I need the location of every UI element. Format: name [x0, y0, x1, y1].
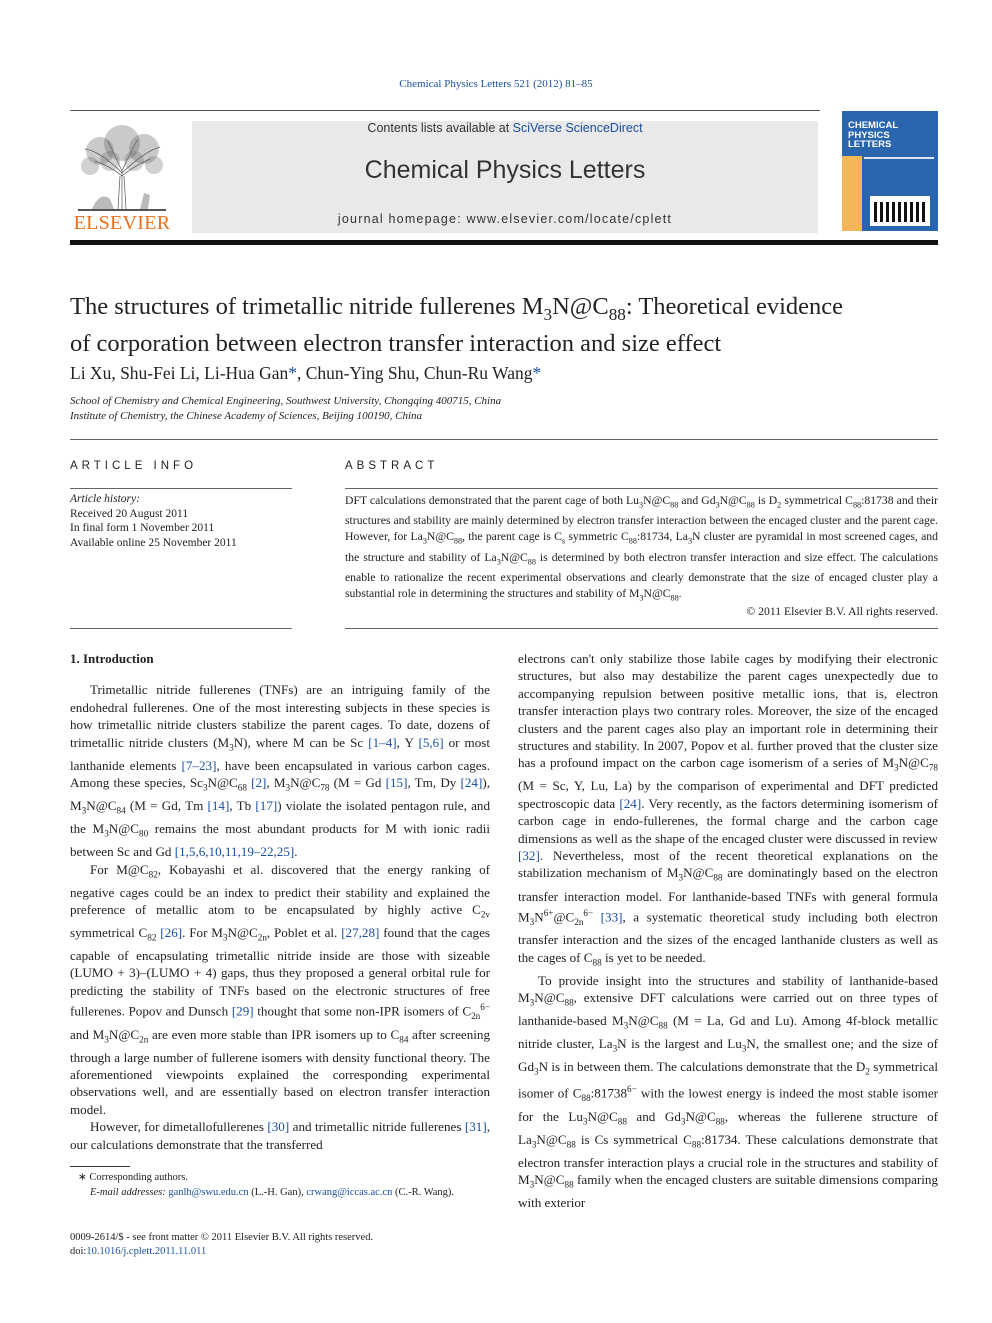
article-info-bottom-rule — [70, 628, 292, 629]
title-line-1: The structures of trimetallic nitride fullerenes $M_3N@C_{88}$: Theoretical evidence — [70, 293, 844, 324]
footnote — [70, 1170, 490, 1200]
reference-link[interactable]: [26] — [160, 924, 183, 940]
section-1-title: 1. Introduction — [70, 651, 154, 666]
sciencedirect-link[interactable]: SciVerse ScienceDirect — [512, 121, 643, 135]
paragraph: For $M@C_{82}$, Kobayashi et al. discovered that the energy ranking of negative cages could be an index to predict their stability and explained the preference of metallic atom to be encapsulated by highly active $C_{2v}$ symmetrical $C_{82}$ [26]. For $M_3N@C_{2n}$, Poblet et al. [27,28] found that the cages capable of encapsulating trimetallic nitride inside are those with sizeable (LUMO + 3)–(LUMO + 4) gaps, thus they proposed a general orbital rule for predicting the stability of TNFs based on the electronic structures of free fullerenes. Popov and Dunsch [29] thought that some non-IPR isomers of $C_{2n}^{6-}$ and $M_3N@C_{2n}$ are even more stable than IPR isomers up to $C_{84}$ after screening through a large number of fullerene isomers with density functional theory. The aforementioned viewpoints explained the corresponding experimental observations well, and are essentially based on electron transfer interaction model. — [70, 861, 491, 1117]
reference-link[interactable]: [14] — [207, 798, 230, 814]
reference-link[interactable]: crwang@iccas.ac.cn — [306, 1187, 393, 1198]
body-right-column — [518, 650, 938, 1211]
cover-title — [848, 121, 898, 150]
body-left-column — [70, 650, 490, 1153]
corresponding-author-marker[interactable]: * — [532, 363, 542, 383]
cover-title-line: PHYSICS — [848, 129, 890, 141]
paragraph: electrons can't only stabilize those labile cages by modifying their electronic structures, but also may destabilize the parent cages unexpectedly due to accompanying repulsion between positive metallic ions, that is, electron transfer interaction plays two contrary roles. Moreover, the size of the encaged clusters and the parent cages also play an important role in determining their structures and stability. In 2007, Popov et al. further proved that the cluster size has a profound impact on the carbon cage isomerism of a series of $M_3N@C_{78}$ (M = Sc, Y, Lu, La) by the comparison of experimental and DFT predicted spectroscopic data [24]. Very recently, as the factors determining isomerism of carbon cage in endo-fullerenes, the formal charge and the carbon cage dimensions as well as the shape of the encaged cluster were discussed in review [32]. Nevertheless, most of the recent theoretical explanations on the stabilization mechanism of $M_3N@C_{88}$ are dominatingly based on the electron transfer interaction model. For lanthanide-based TNFs with general formula $M_3N^{6+}@C_{2n}^{6-}$ [33], a systematic theoretical study including both electron transfer interaction and the sizes of the encaged lanthanide clusters as well as the cages of $C_{88}$ is yet to be needed. — [518, 651, 938, 968]
received-date: Received 20 August 2011 — [70, 507, 189, 520]
footnote-rule — [70, 1166, 130, 1167]
history-label: Article history: — [70, 493, 140, 505]
reference-link[interactable]: [24] — [460, 775, 483, 791]
elsevier-wordmark: ELSEVIER — [73, 212, 171, 234]
cover-title-line: LETTERS — [848, 139, 892, 150]
online-date: Available online 25 November 2011 — [70, 536, 237, 549]
journal-name: Chemical Physics Letters — [364, 156, 646, 184]
final-form-date: In final form 1 November 2011 — [70, 522, 215, 534]
cover-figure — [870, 196, 930, 226]
reference-link[interactable]: [27,28] — [341, 924, 380, 940]
abstract-heading: ABSTRACT — [345, 460, 439, 472]
affiliation-2: Institute of Chemistry, the Chinese Academy of Sciences, Beijing 100190, China — [70, 410, 423, 422]
title-divider — [70, 439, 938, 440]
journal-homepage[interactable]: journal homepage: www.elsevier.com/locate/cplett — [337, 212, 673, 226]
email-addresses: E-mail addresses: ganlh@swu.edu.cn (L.-H. Gan), crwang@iccas.ac.cn (C.-R. Wang). — [90, 1187, 455, 1198]
article-title — [70, 292, 938, 358]
issn-line: 0009-2614/$ - see front matter © 2011 Elsevier B.V. All rights reserved. — [70, 1232, 374, 1243]
paragraph: However, for dimetallofullerenes [30] and trimetallic nitride fullerenes [31], our calculations demonstrate that the transferred — [70, 1119, 490, 1152]
abstract-bottom-rule — [345, 628, 938, 629]
reference-link[interactable]: [1,5,6,10,11,19–22,25] — [174, 844, 295, 860]
reference-link[interactable]: [5,6] — [418, 734, 444, 750]
paragraph: To provide insight into the structures and stability of lanthanide-based $M_3N@C_{88}$, extensive DFT calculations were carried out on three types of lanthanide-based $M_3N@C_{88}$ (M = La, Gd and Lu). Among 4f-block metallic nitride cluster, $La_3N$ is the largest and $Lu_3N$, the smallest one; and the size of $Gd_3N$ is in between them. The calculations demonstrate that the $D_2$ symmetrical isomer of $C_{88}:81738^{6-}$ with the lowest energy is indeed the most stable isomer for the $Lu_3N@C_{88}$ and $Gd_3N@C_{88}$, whereas the fullerene structure of $La_3N@C_{88}$ is Cs symmetrical $C_{88}:81734$. These calculations demonstrate that electron transfer interaction plays a crucial role in the structures and stability of $M_3N@C_{88}$ family when the encaged clusters are suitable dimensions comparing with exterior — [518, 972, 938, 1210]
affiliation-1: School of Chemistry and Chemical Engineering, Southwest University, Chongqing 400715, China — [70, 395, 502, 407]
journal-cover-image — [842, 111, 938, 231]
cover-accent-stripe — [842, 156, 862, 231]
reference-link[interactable]: [29] — [231, 1003, 254, 1019]
reference-link[interactable]: [24] — [619, 795, 642, 811]
author-list: Li Xu, Shu-Fei Li, Li-Hua Gan*, Chun-Ying Shu, Chun-Ru Wang* — [70, 363, 542, 383]
reference-link[interactable]: [2] — [251, 775, 267, 791]
reference-link[interactable]: [30] — [267, 1119, 290, 1135]
contents-line — [192, 121, 818, 135]
contents-prefix: Contents lists available at — [367, 121, 513, 135]
doi-link[interactable]: 10.1016/j.cplett.2011.11.011 — [86, 1246, 207, 1257]
reference-link[interactable]: [15] — [385, 775, 408, 791]
article-info-rule — [70, 488, 292, 489]
reference-link[interactable]: [17] — [255, 798, 278, 814]
reference-link[interactable]: [32] — [518, 848, 540, 864]
paragraph: Trimetallic nitride fullerenes (TNFs) are an intriguing family of the endohedral fullerenes. One of the most interesting subjects in these species is how trimetallic nitride clusters stabilize the parent cages. To date, dozens of trimetallic nitride clusters $(M_3N)$, where M can be Sc [1–4], Y [5,6] or most lanthanide elements [7–23], have been encapsulated in various carbon cages. Among these species, $Sc_3N@C_{68}$ [2], $M_3N@C_{78}$ (M = Gd [15], Tm, Dy [24]), $M_3N@C_{84}$ (M = Gd, Tm [14], Tb [17]) violate the isolated pentagon rule, and the $M_3N@C_{80}$ remains the most abundant products for M with ionic radii between Sc and Gd [1,5,6,10,11,19–22,25]. — [70, 682, 491, 860]
cover-rule — [864, 157, 934, 159]
article-info-heading: ARTICLE INFO — [70, 460, 198, 472]
reference-link[interactable]: [7–23] — [181, 757, 217, 773]
header-rule — [70, 110, 820, 111]
reference-link[interactable]: [31] — [464, 1119, 487, 1135]
reference-link[interactable]: [33] — [600, 909, 623, 925]
reference-link[interactable]: [1–4] — [368, 734, 397, 750]
corresponding-note: ∗ Corresponding authors. — [78, 1172, 188, 1183]
abstract-rule — [345, 488, 938, 489]
reference-link[interactable]: ganlh@swu.edu.cn — [168, 1187, 249, 1198]
header-thick-rule — [70, 240, 938, 245]
doi-line — [70, 1245, 373, 1259]
doi-prefix: doi: — [70, 1246, 87, 1257]
article-history — [70, 492, 237, 550]
journal-reference[interactable]: Chemical Physics Letters 521 (2012) 81–85 — [399, 78, 593, 90]
title-line-2: of corporation between electron transfer interaction and size effect — [70, 329, 722, 357]
corresponding-author-marker[interactable]: * — [288, 363, 297, 383]
front-matter — [70, 1231, 373, 1259]
abstract-copyright: © 2011 Elsevier B.V. All rights reserved. — [746, 605, 938, 618]
abstract-text: DFT calculations demonstrated that the parent cage of both $Lu_3N@C_{88}$ and $Gd_3N@C_{88}$ is $D_2$ symmetrical $C_{88}:81738$ and their structures and stability are mainly determined by electron transfer interaction between the encaged cluster and the parent cage. However, for $La_3N@C_{88}$, the parent cage is $C_s$ symmetric $C_{88}:81734$, $La_3N$ cluster are pyramidal in most screened cages, and the structure and stability of $La_3N@C_{88}$ is determined by both electron transfer interaction and size effect. The calculations enable to rationalize the recent experimental observations and clearly demonstrate that the size of encaged cluster play a substantial role in determining the structures and stability of $M_3N@C_{88}$. — [345, 494, 939, 603]
cover-title-line: CHEMICAL — [848, 120, 899, 131]
